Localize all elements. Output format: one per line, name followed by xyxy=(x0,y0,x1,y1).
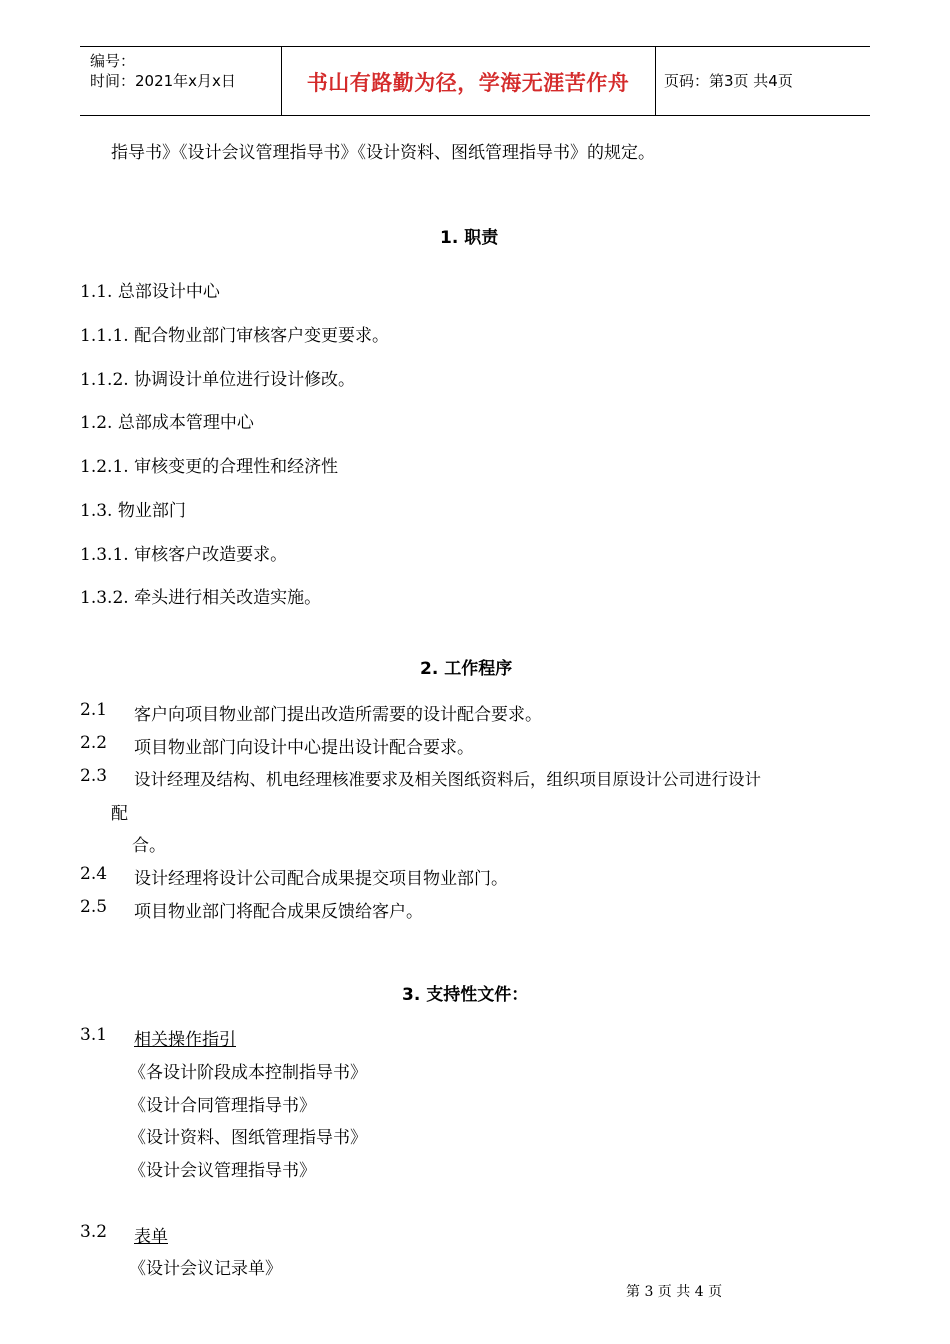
procedure-text: 项目物业部门将配合成果反馈给客户。 xyxy=(134,902,423,922)
procedure-num: 2.1 xyxy=(80,700,108,720)
page-footer: 第 3 页 共 4 页 xyxy=(626,1284,723,1300)
doc-reference: 《设计会议记录单》 xyxy=(129,1259,282,1279)
procedure-num: 2.3 xyxy=(80,766,108,786)
header-divider xyxy=(655,47,656,115)
doc-reference: 《设计资料、图纸管理指导书》 xyxy=(129,1128,367,1148)
procedure-num: 2.2 xyxy=(80,733,108,753)
procedure-text: 项目物业部门向设计中心提出设计配合要求。 xyxy=(134,738,474,758)
serial-label: 编号： xyxy=(90,52,136,70)
list-item: 1.3.1. 审核客户改造要求。 xyxy=(80,545,288,565)
list-item: 1.2.1. 审核变更的合理性和经济性 xyxy=(80,457,339,477)
doc-reference: 《设计合同管理指导书》 xyxy=(129,1096,316,1116)
time-label: 时间：2021年x月x日 xyxy=(90,72,236,90)
subsection-label-guides: 相关操作指引 xyxy=(134,1030,236,1050)
list-item: 1.1.1. 配合物业部门审核客户变更要求。 xyxy=(80,326,390,346)
section-title-procedure: 2. 工作程序 xyxy=(420,659,513,679)
procedure-num: 2.4 xyxy=(80,864,108,884)
section-title-supporting-docs: 3. 支持性文件： xyxy=(402,985,529,1005)
header-page-info: 页码：第3页 共4页 xyxy=(664,72,793,90)
section-title-duties: 1. 职责 xyxy=(440,228,499,248)
list-item: 1.3.2. 牵头进行相关改造实施。 xyxy=(80,588,322,608)
header-motto: 书山有路勤为径，学海无涯苦作舟 xyxy=(306,71,630,95)
procedure-num: 2.5 xyxy=(80,897,108,917)
list-item: 1.1. 总部设计中心 xyxy=(80,282,220,302)
subsection-num: 3.2 xyxy=(80,1222,108,1242)
procedure-text: 设计经理将设计公司配合成果提交项目物业部门。 xyxy=(134,869,508,889)
list-item: 1.3. 物业部门 xyxy=(80,501,186,521)
subsection-num: 3.1 xyxy=(80,1025,108,1045)
doc-reference: 《设计会议管理指导书》 xyxy=(129,1161,316,1181)
list-item: 1.1.2. 协调设计单位进行设计修改。 xyxy=(80,370,356,390)
header-meta xyxy=(90,51,236,91)
doc-reference: 《各设计阶段成本控制指导书》 xyxy=(129,1063,367,1083)
list-item: 1.2. 总部成本管理中心 xyxy=(80,413,254,433)
page-header xyxy=(80,46,870,116)
procedure-text: 客户向项目物业部门提出改造所需要的设计配合要求。 xyxy=(134,705,542,725)
procedure-text-cont: 配 xyxy=(111,804,128,824)
procedure-text: 设计经理及结构、机电经理核准要求及相关图纸资料后，组织项目原设计公司进行设计 xyxy=(134,770,761,789)
subsection-label-forms: 表单 xyxy=(134,1227,168,1247)
intro-text: 指导书》《设计会议管理指导书》《设计资料、图纸管理指导书》的规定。 xyxy=(111,143,655,163)
procedure-text-cont: 合。 xyxy=(132,836,166,856)
